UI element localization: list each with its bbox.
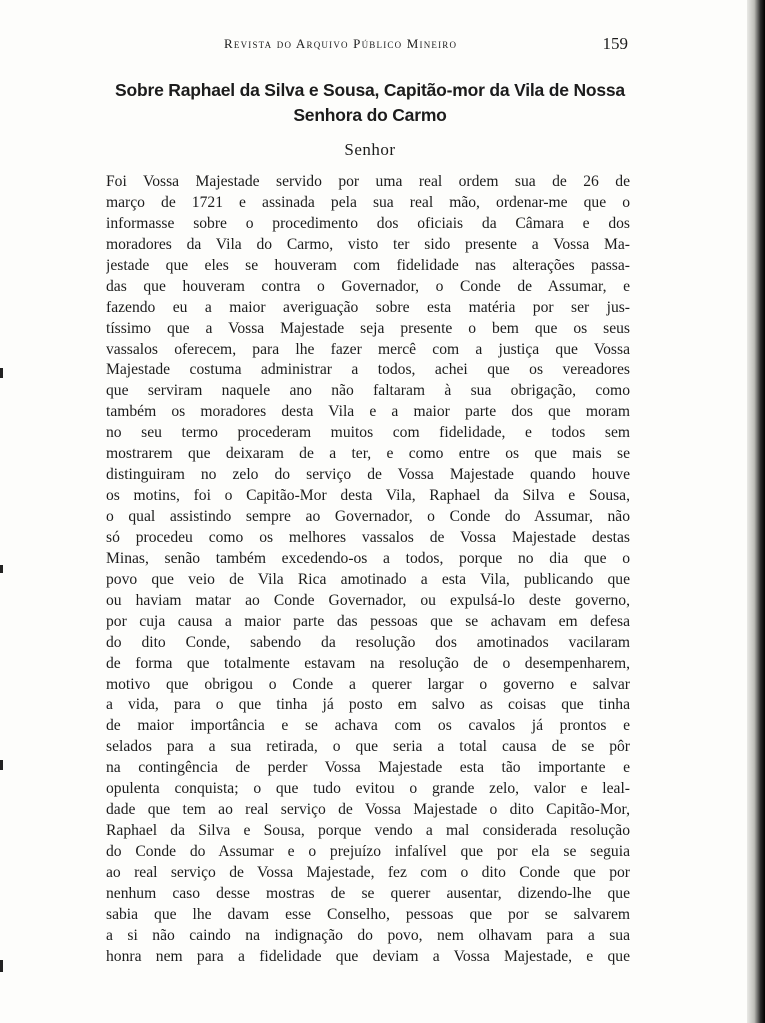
- body-line: do dito Conde, sabendo da resolução dos amotinados vacilaram: [106, 633, 630, 651]
- body-line: fazendo eu a maior averiguação sobre esta matéria por ser jus-: [106, 298, 630, 316]
- body-line: Majestade costuma administrar a todos, achei que os vereadores: [106, 361, 630, 379]
- page-number: 159: [602, 34, 628, 53]
- body-line: jestade que eles se houveram com fidelidade nas alterações passa-: [106, 256, 630, 274]
- body-line: honra nem para a fidelidade que deviam a Vossa Majestade, e que: [106, 947, 630, 965]
- body-line: informasse sobre o procedimento dos oficiais da Câmara e dos: [106, 214, 630, 232]
- body-line: por cuja causa a maior parte das pessoas que se achavam em defesa: [106, 612, 630, 630]
- body-line: tíssimo que a Vossa Majestade seja presente o bem que os seus: [106, 319, 630, 337]
- running-head: [106, 34, 628, 58]
- body-line: distinguiram no zelo do serviço de Vossa Majestade quando houve: [106, 466, 630, 484]
- body-line: no seu termo procederam muitos com fidelidade, e todos sem: [106, 424, 630, 442]
- body-line: o qual assistindo sempre ao Governador, o Conde do Assumar, não: [106, 508, 630, 525]
- scan-mark: [0, 760, 3, 770]
- body-line: das que houveram contra o Governador, o Conde de Assumar, e: [106, 277, 630, 295]
- body-line: do Conde do Assumar e o prejuízo infalível que por ela se seguia: [106, 843, 630, 860]
- body-line: ou haviam matar ao Conde Governador, ou expulsá-lo deste governo,: [106, 591, 630, 609]
- body-line: moradores da Vila do Carmo, visto ter sido presente a Vossa Ma-: [106, 235, 630, 253]
- journal-title: Revista do Arquivo Público Mineiro: [224, 36, 458, 51]
- body-line: vassalos oferecem, para lhe fazer mercê com a justiça que Vossa: [106, 340, 630, 358]
- body-line: Foi Vossa Majestade servido por uma real ordem sua de 26 de: [106, 173, 630, 190]
- body-line: opulenta conquista; o que tudo evitou o grande zelo, valor e leal-: [106, 780, 630, 798]
- scan-edge-shadow: [747, 0, 765, 1023]
- body-line: os motins, foi o Capitão-Mor desta Vila, Raphael da Silva e Sousa,: [106, 487, 630, 505]
- body-line: março de 1721 e assinada pela sua real mão, ordenar-me que o: [106, 193, 630, 211]
- body-line: a si não caindo na indignação do povo, nem olhavam para a sua: [106, 926, 630, 944]
- body-line: dade que tem ao real serviço de Vossa Majestade o dito Capitão-Mor,: [106, 801, 630, 819]
- body-line: ao real serviço de Vossa Majestade, fez com o dito Conde que por: [106, 863, 630, 881]
- body-line: a vida, para o que tinha já posto em salvo as coisas que tinha: [106, 696, 630, 714]
- scan-mark: [0, 565, 3, 573]
- body-line: que serviram naquele ano não faltaram à sua obrigação, como: [106, 382, 630, 400]
- scan-mark: [0, 960, 3, 972]
- body-line: sabia que lhe davam esse Conselho, pessoas que por se salvarem: [106, 905, 630, 923]
- body-line: mostrarem que deixaram de a ter, e como entre os que mais se: [106, 445, 630, 463]
- body-line: povo que veio de Vila Rica amotinado a esta Vila, publicando que: [106, 570, 630, 588]
- scan-mark: [0, 368, 3, 378]
- body-line: também os moradores desta Vila e a maior parte dos que moram: [106, 403, 630, 421]
- body-line: selados para a sua retirada, o que seria a total causa de se pôr: [106, 738, 630, 756]
- body-line: Raphael da Silva e Sousa, porque vendo a mal considerada resolução: [106, 822, 630, 840]
- salutation: Senhor: [344, 140, 396, 159]
- body-line: de forma que totalmente estavam na resolução de o desempenharem,: [106, 654, 630, 672]
- document-heading: Sobre Raphael da Silva e Sousa, Capitão-mor da Vila de Nossa Senhora do Carmo: [115, 80, 625, 125]
- body-text: [106, 172, 630, 968]
- body-line: Minas, senão também excedendo-os a todos, porque no dia que o: [106, 549, 630, 567]
- body-line: nenhum caso desse mostras de se querer ausentar, dizendo-lhe que: [106, 884, 630, 902]
- body-line: motivo que obrigou o Conde a querer largar o governo e salvar: [106, 675, 630, 693]
- body-line: só procedeu como os melhores vassalos de Vossa Majestade destas: [106, 528, 630, 546]
- body-line: na contingência de perder Vossa Majestade esta tão importante e: [106, 759, 630, 777]
- body-line: de maior importância e se achava com os cavalos já prontos e: [106, 717, 630, 735]
